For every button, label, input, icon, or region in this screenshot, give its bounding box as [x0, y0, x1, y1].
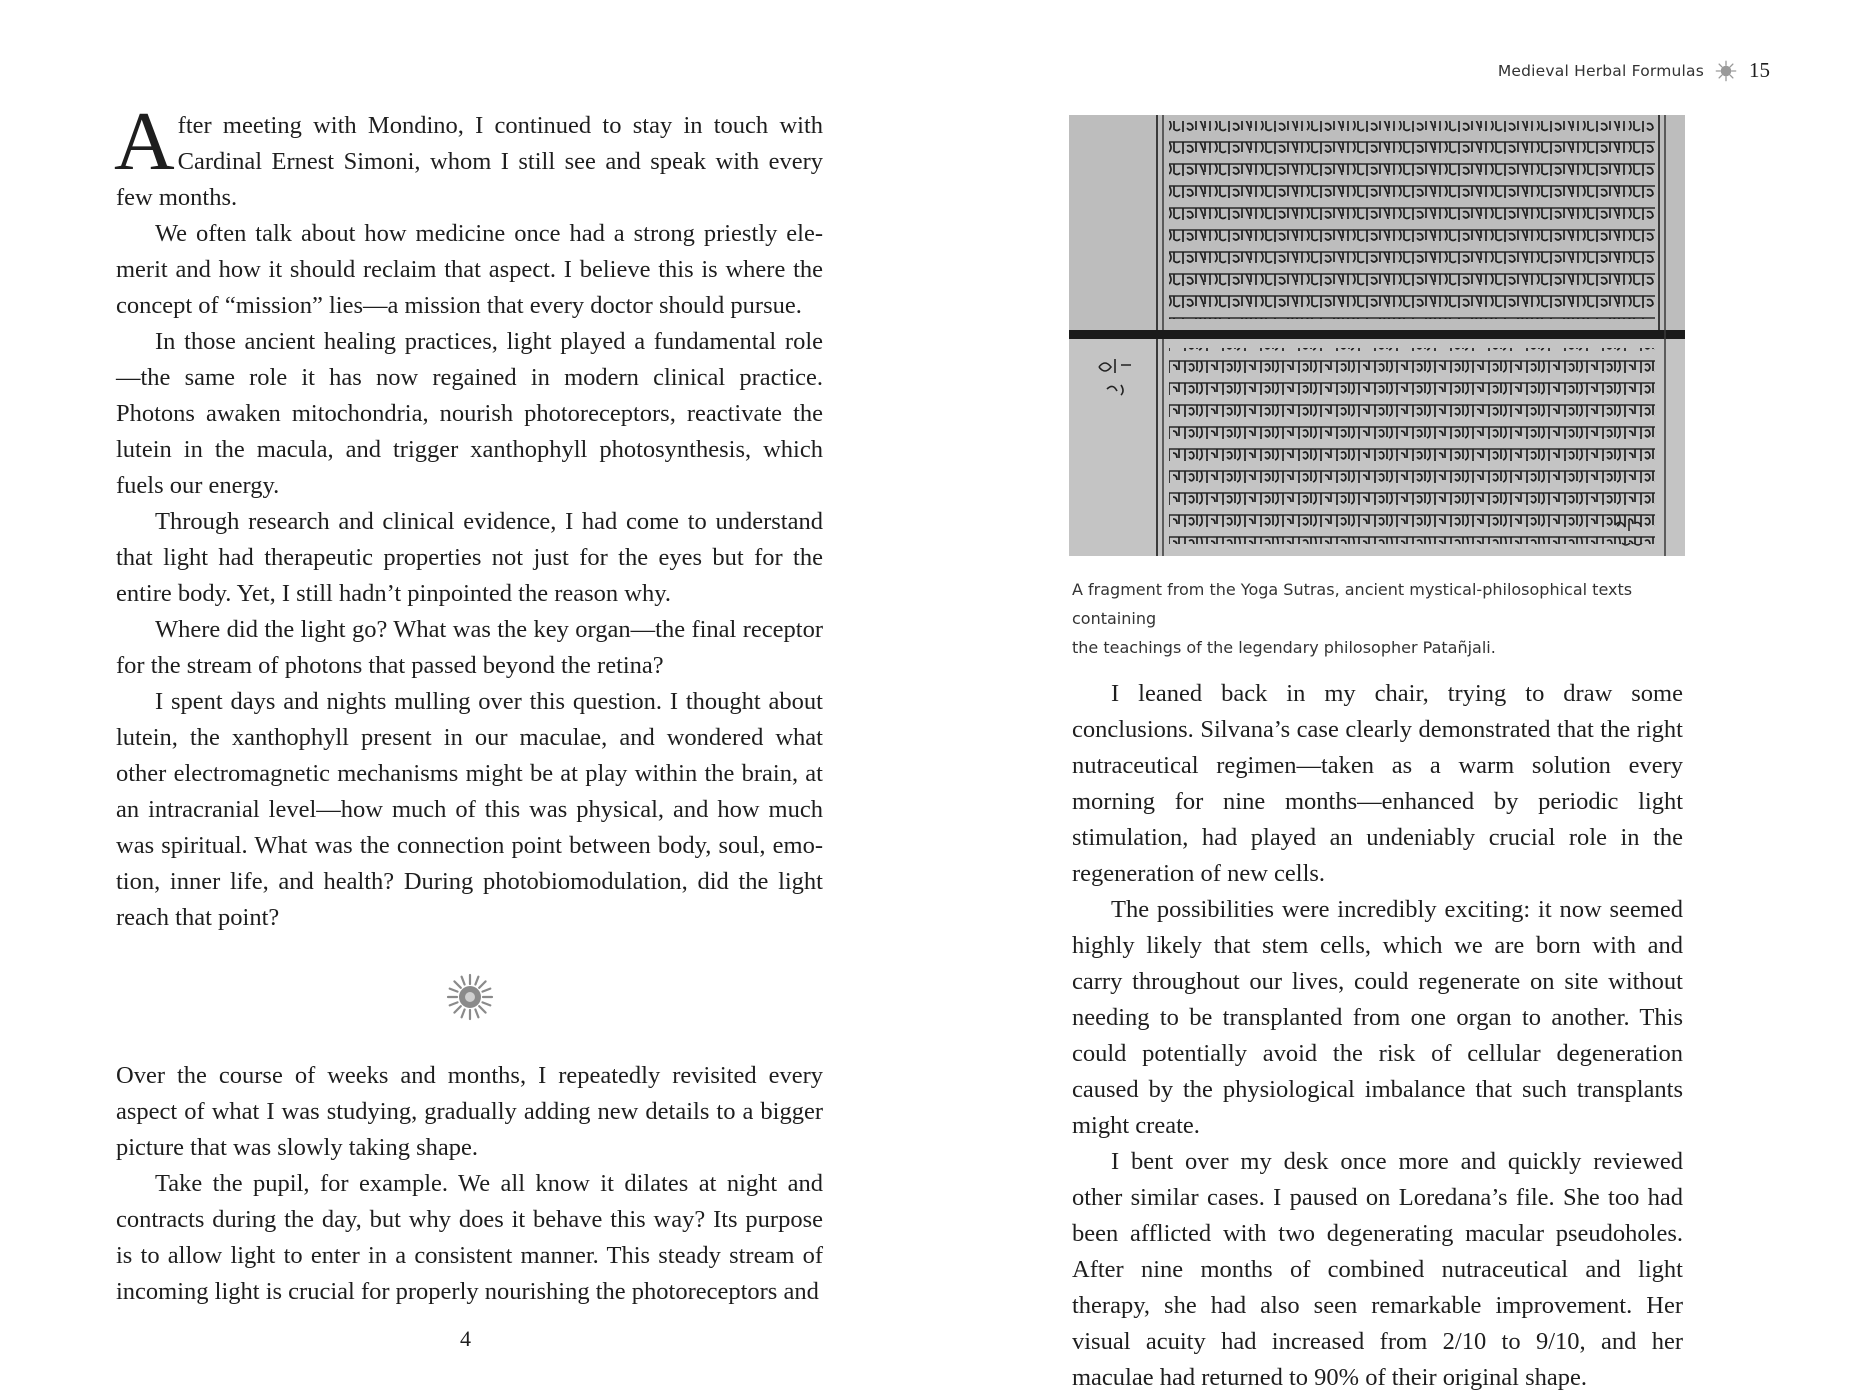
page-number: 15: [1749, 58, 1770, 82]
paragraph: I spent days and nights mulling over this question. I thought about lutein, the xanthophyll present in our maculae, and wondered what other electromagnetic mechanisms might be at play within the brain, at an intracranial level—how much of this was physical, and how much was spiritual. What was the connection point between body, soul, emotion, inner life, and health? During photobiomodulation, did the light reach that point?: [116, 688, 823, 931]
paragraph: Over the course of weeks and months, I repeatedly revisited every aspect of what I was studying, gradually adding new details to a bigger picture that was slowly taking shape.: [116, 1062, 823, 1161]
paragraph: Where did the light go? What was the key organ—the final receptor for the stream of photons that passed beyond the retina?: [116, 616, 823, 679]
drop-cap: A: [114, 95, 175, 188]
right-page: [931, 0, 1862, 1396]
sun-ornament-icon: [445, 972, 495, 1022]
caption-line: A fragment from the Yoga Sutras, ancient mystical-philosophical texts containing: [1072, 580, 1633, 628]
right-text-column: [1072, 676, 1683, 1396]
paragraph: In those ancient healing practices, light played a fundamental role—the same role it has now regained in modern clinical practice. Photons awaken mitochondria, nourish photoreceptors, reactivate the lutein in the macula, and trigger xanthophyll photosynthesis, which fuels our energy.: [116, 328, 823, 499]
paragraph: Take the pupil, for example. We all know it dilates at night and contracts during the day, but why does it behave this way? Its purpose is to allow light to enter in a consistent manner. This steady stream of incoming light is crucial for properly nourishing the photoreceptors and: [116, 1170, 823, 1305]
paragraph: I bent over my desk once more and quickly reviewed other similar cases. I paused on Loredana’s file. She too had been afflicted with two degenerating macular pseudoholes. After nine months of combined nutraceutical and light therapy, she had also seen remarkable improvement. Her visual acuity had increased from 2/10 to 9/10, and her maculae had returned to 90% of their original shape.: [1072, 1148, 1683, 1391]
page-number: 4: [460, 1326, 471, 1351]
opening-paragraph: [114, 95, 823, 216]
sun-ornament-icon: [1715, 60, 1737, 82]
paragraph: We often talk about how medicine once had a strong priestly elemerit and how it should reclaim that aspect. I believe this is where the concept of “mission” lies—a mission that every doctor should pursue.: [116, 220, 823, 319]
running-head: [1498, 58, 1770, 83]
manuscript-image: [1069, 115, 1685, 556]
paragraph: I leaned back in my chair, trying to draw some conclusions. Silvana’s case clearly demonstrated that the right nutraceutical regimen—taken as a warm solution every morning for nine months—enhanced by periodic light stimulation, had played an undeniably crucial role in the regeneration of new cells.: [1072, 680, 1683, 887]
caption-line: the teachings of the legendary philosopher Patañjali.: [1072, 638, 1496, 657]
figure-caption: [1072, 575, 1692, 662]
left-text-column: [114, 95, 823, 1310]
paragraph: The possibilities were incredibly exciting: it now seemed highly likely that stem cells, which we are born with and carry throughout our lives, could regenerate on site without needing to be transplanted from one organ to another. This could potentially avoid the risk of cellular degeneration caused by the physiological imbalance that such transplants might create.: [1072, 896, 1683, 1139]
paragraph-text: fter meeting with Mondino, I continued to stay in touch with Cardinal Ernest Simoni, whom I still see and speak with every few months.: [116, 112, 823, 211]
running-title: Medieval Herbal Formulas: [1497, 61, 1704, 80]
paragraph: Through research and clinical evidence, I had come to understand that light had therapeutic properties not just for the eyes but for the entire body. Yet, I still hadn’t pinpointed the reason why.: [116, 508, 823, 607]
